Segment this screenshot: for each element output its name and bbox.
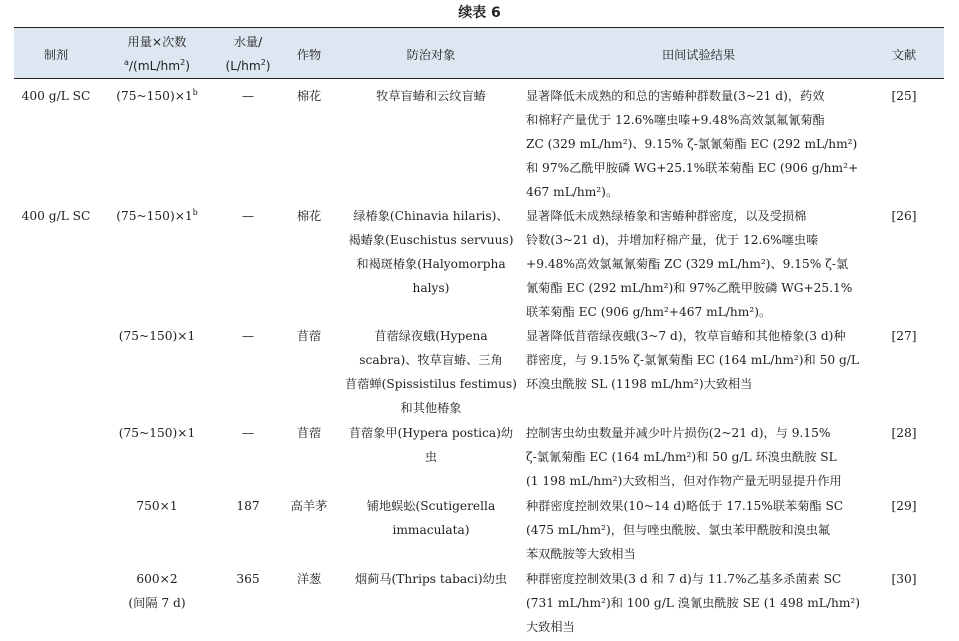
table-row-4-dose: (75~150)×1 <box>118 426 196 440</box>
table-row-4-result-line: 控制害虫幼虫数量并减少叶片损伤(2~21 d)，与 9.15% <box>526 426 831 440</box>
table-caption: 续表 6 <box>458 5 501 21</box>
table-row-5-target-line: 铺地蜈蚣(Scutigerella <box>366 499 496 513</box>
table-row-6-ref: [30] <box>891 572 917 586</box>
header-target: 防治对象 <box>406 48 456 62</box>
table-row-2-dose-sup: b <box>192 208 198 217</box>
table-row-3-target-line: 苜蓿绿夜蛾(Hypena <box>374 329 488 343</box>
table-row-5-ref: [29] <box>891 499 917 513</box>
header-dose-close: ) <box>185 59 190 73</box>
table-row-5-dose: 750×1 <box>136 499 178 513</box>
table-row-4-result-line: (1 198 mL/hm²)大致相当，但对作物产量无明显提升作用 <box>526 474 842 488</box>
table-row-6-dose-line: 600×2 <box>136 572 178 586</box>
table-row-3-result-line: 显著降低苜蓿绿夜蛾(3~7 d)，牧草盲蝽和其他椿象(3 d)种 <box>526 329 846 343</box>
table-row-2-target-line: 和褐斑椿象(Halyomorpha <box>356 257 506 271</box>
table-row-3-target-line: 和其他椿象 <box>400 401 462 415</box>
table-row-4-result-line: ζ-氯氰菊酯 EC (164 mL/hm²)和 50 g/L 环溴虫酰胺 SL <box>526 450 837 464</box>
table-row-2-ref: [26] <box>891 209 917 223</box>
table-row-6-water: 365 <box>236 572 260 586</box>
table-row-2-target-line: halys) <box>412 281 450 295</box>
header-water-sup: 2 <box>260 58 266 67</box>
table-row-2-result-line: 联苯菊酯 EC (906 g/hm²+467 mL/hm²)。 <box>526 305 772 319</box>
table-row-1-result-line: 467 mL/hm²)。 <box>526 185 619 199</box>
table-row-5-crop: 高羊茅 <box>290 499 328 513</box>
table-row-5-result-line: (475 mL/hm²)，但与唑虫酰胺、氯虫苯甲酰胺和溴虫氟 <box>526 523 831 537</box>
table-row-3-target-line: scabra)、牧草盲蝽、三角 <box>359 353 503 367</box>
header-formulation: 制剂 <box>43 48 69 62</box>
table-row-6-crop: 洋葱 <box>296 572 322 586</box>
table-row-3-ref: [27] <box>891 329 917 343</box>
table-row-2-result-line: +9.48%高效氯氟氰菊酯 ZC (329 mL/hm²)、9.15% ζ-氯 <box>526 257 849 271</box>
header-dose-sup2: 2 <box>180 58 186 67</box>
table-row-3-result-line: 环溴虫酰胺 SL (1198 mL/hm²)大致相当 <box>526 377 753 391</box>
table-row-5-result-line: 苯双酰胺等大致相当 <box>526 547 636 561</box>
table-row-4-crop: 苜蓿 <box>296 426 322 440</box>
table-row-6-result-line: 种群密度控制效果(3 d 和 7 d)与 11.7%乙基多杀菌素 SC <box>526 572 842 586</box>
table-row-5-result <box>526 494 871 566</box>
table-row-3-crop: 苜蓿 <box>296 329 322 343</box>
table-row-3-water: — <box>241 329 255 343</box>
header-result: 田间试验结果 <box>661 48 736 62</box>
header-crop: 作物 <box>296 48 322 62</box>
table-row-4-target-line: 虫 <box>424 450 438 464</box>
table-row-2-dose <box>108 204 206 228</box>
table-row-4-target <box>345 421 517 469</box>
header-dose-line1: 用量×次数 <box>127 35 187 49</box>
table-row-2-result-line: 铃数(3~21 d)，并增加籽棉产量，优于 12.6%噻虫嗪 <box>526 233 819 247</box>
table-row-2-dose-value: (75~150)×1 <box>116 209 193 223</box>
table-row-1-result-line: 和棉籽产量优于 12.6%噻虫嗪+9.48%高效氯氟氰菊酯 <box>526 113 825 127</box>
table-row-6-result <box>526 567 871 639</box>
table-row-1-result-line: 显著降低未成熟的和总的害蝽种群数量(3~21 d)，药效 <box>526 89 825 103</box>
table-row-2-result-line: 氰菊酯 EC (292 mL/hm²)和 97%乙酰甲胺磷 WG+25.1% <box>526 281 853 295</box>
header-dose-sup: a <box>124 58 129 67</box>
table-row-5-target <box>345 494 517 542</box>
table-row-1-target: 牧草盲蝽和云纹盲蝽 <box>376 89 486 103</box>
table-row-4-ref: [28] <box>891 426 917 440</box>
table-row-1-dose-value: (75~150)×1 <box>116 89 193 103</box>
table-row-1-formulation: 400 g/L SC <box>21 89 91 103</box>
table-row-1-dose-sup: b <box>192 88 198 97</box>
table-row-3-result <box>526 324 871 396</box>
table-row-5-result-line: 种群密度控制效果(10~14 d)略低于 17.15%联苯菊酯 SC <box>526 499 844 513</box>
header-rule <box>14 78 944 79</box>
header-dose-slash: /(mL/hm <box>128 59 181 73</box>
table-row-4-water: — <box>241 426 255 440</box>
table-row-3-dose: (75~150)×1 <box>118 329 196 343</box>
table-row-1-dose <box>108 84 206 108</box>
table-row-3-result-line: 群密度，与 9.15% ζ-氯氰菊酯 EC (164 mL/hm²)和 50 g/L <box>526 353 859 367</box>
table-row-1-ref: [25] <box>891 89 917 103</box>
table-row-1-crop: 棉花 <box>296 89 322 103</box>
table-row-2-target <box>345 204 517 300</box>
header-ref: 文献 <box>891 48 917 62</box>
table-row-6-dose <box>108 567 206 615</box>
table-row-2-crop: 棉花 <box>296 209 322 223</box>
header-water <box>212 30 284 78</box>
table-row-1-water: — <box>241 89 255 103</box>
table-row-6-target: 烟蓟马(Thrips tabaci)幼虫 <box>354 572 508 586</box>
header-water-line2: (L/hm <box>225 59 261 73</box>
table-row-6-result-line: (731 mL/hm²)和 100 g/L 溴氰虫酰胺 SE (1 498 mL/hm²) <box>526 596 861 610</box>
table-row-6-result-line: 大致相当 <box>526 620 575 634</box>
table-row-2-target-line: 绿椿象(Chinavia hilaris)、 <box>353 209 509 223</box>
table-row-1-result <box>526 84 871 204</box>
table-row-2-result <box>526 204 871 324</box>
table-row-3-target <box>345 324 517 420</box>
table-row-4-target-line: 苜蓿象甲(Hypera postica)幼 <box>348 426 514 440</box>
header-water-line1: 水量/ <box>233 35 263 49</box>
table-row-3-target-line: 苜蓿蝉(Spissistilus festimus) <box>345 377 517 391</box>
table-row-1-result-line: 和 97%乙酰甲胺磷 WG+25.1%联苯菊酯 EC (906 g/hm²+ <box>526 161 859 175</box>
table-row-5-water: 187 <box>236 499 260 513</box>
table-row-6-dose-line: (间隔 7 d) <box>128 596 186 610</box>
header-dose <box>108 30 206 78</box>
table-row-5-target-line: immaculata) <box>392 523 470 537</box>
table-row-2-result-line: 显著降低未成熟绿椿象和害蝽种群密度，以及受损棉 <box>526 209 807 223</box>
header-water-line2-wrap <box>212 54 284 78</box>
table-row-2-target-line: 褐蝽象(Euschistus servuus) <box>348 233 514 247</box>
table-row-2-water: — <box>241 209 255 223</box>
table-row-1-result-line: ZC (329 mL/hm²)、9.15% ζ-氯氰菊酯 EC (292 mL/hm²) <box>526 137 858 151</box>
table-row-2-formulation: 400 g/L SC <box>21 209 91 223</box>
table-row-4-result <box>526 421 871 493</box>
header-water-close: ) <box>265 59 271 73</box>
